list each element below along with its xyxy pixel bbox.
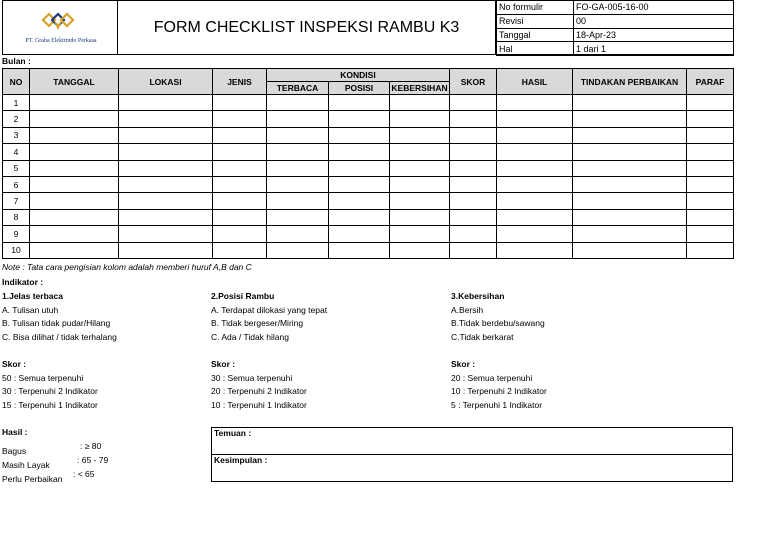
table-row xyxy=(3,176,734,192)
table-row xyxy=(3,193,734,209)
table-cell[interactable] xyxy=(30,242,119,258)
col-header-no: NO xyxy=(3,69,30,95)
table-cell[interactable] xyxy=(497,209,573,225)
table-cell[interactable] xyxy=(329,193,390,209)
kesimpulan-field[interactable]: Kesimpulan : xyxy=(212,455,733,482)
table-cell[interactable] xyxy=(329,209,390,225)
skor-item: 10 : Terpenuhi 2 Indikator xyxy=(451,386,547,396)
table-cell[interactable] xyxy=(573,193,687,209)
indikator-item: A. Terdapat dilokasi yang tepat xyxy=(211,304,328,315)
skor-group-3 xyxy=(451,359,547,413)
col-header-hasil: HASIL xyxy=(497,69,573,95)
table-cell[interactable] xyxy=(30,127,119,143)
col-header-tanggal: TANGGAL xyxy=(30,69,119,95)
table-cell[interactable] xyxy=(390,95,450,111)
table-cell[interactable] xyxy=(687,209,734,225)
table-cell[interactable] xyxy=(497,176,573,192)
skor-item: 20 : Semua terpenuhi xyxy=(451,372,533,383)
table-cell[interactable] xyxy=(30,226,119,242)
meta-value: 1 dari 1 xyxy=(574,42,734,56)
bulan-label: Bulan : xyxy=(2,56,31,66)
skor-item: 15 : Terpenuhi 1 Indikator xyxy=(2,399,98,410)
meta-label: Hal xyxy=(497,42,574,56)
hasil-value: : 65 - 79 xyxy=(77,455,109,465)
table-cell[interactable] xyxy=(450,193,497,209)
table-cell[interactable] xyxy=(687,193,734,209)
indikator-item: C. Bisa dilihat / tidak terhalang xyxy=(2,331,117,342)
table-cell[interactable] xyxy=(390,193,450,209)
table-cell[interactable] xyxy=(497,193,573,209)
table-cell[interactable] xyxy=(450,242,497,258)
col-header-jenis: JENIS xyxy=(213,69,267,95)
skor-item: 30 : Semua terpenuhi xyxy=(211,372,293,383)
table-cell[interactable] xyxy=(497,111,573,127)
indikator-item: A. Tulisan utuh xyxy=(2,304,59,315)
row-number: 8 xyxy=(3,209,30,225)
table-cell[interactable] xyxy=(213,160,267,176)
table-cell[interactable] xyxy=(573,176,687,192)
table-cell[interactable] xyxy=(450,209,497,225)
hasil-value: : < 65 xyxy=(73,469,95,479)
indikator-group-3 xyxy=(451,291,545,345)
indikator-title: 2.Posisi Rambu xyxy=(211,291,275,301)
table-cell[interactable] xyxy=(267,242,329,258)
table-cell[interactable] xyxy=(213,144,267,160)
company-logo-icon xyxy=(40,10,76,36)
table-cell[interactable] xyxy=(213,111,267,127)
table-cell[interactable] xyxy=(573,209,687,225)
table-row xyxy=(3,160,734,176)
indikator-item: B. Tulisan tidak pudar/Hilang xyxy=(2,318,111,328)
table-cell[interactable] xyxy=(119,226,213,242)
col-header-kebersihan: KEBERSIHAN xyxy=(391,83,448,93)
table-cell[interactable] xyxy=(573,144,687,160)
table-row xyxy=(3,144,734,160)
table-cell[interactable] xyxy=(497,226,573,242)
table-cell[interactable] xyxy=(30,111,119,127)
skor-group-1 xyxy=(2,359,98,413)
table-cell[interactable] xyxy=(267,160,329,176)
table-cell[interactable] xyxy=(267,144,329,160)
table-cell[interactable] xyxy=(687,111,734,127)
col-header-lokasi: LOKASI xyxy=(119,69,213,95)
hasil-name: Perlu Perbaikan xyxy=(2,474,63,484)
indikator-item: A.Bersih xyxy=(451,304,484,315)
table-cell[interactable] xyxy=(267,193,329,209)
table-cell[interactable] xyxy=(329,95,390,111)
col-header-skor: SKOR xyxy=(450,69,497,95)
table-row xyxy=(3,242,734,258)
table-cell[interactable] xyxy=(213,242,267,258)
table-cell[interactable] xyxy=(450,127,497,143)
temuan-kesimpulan-table xyxy=(211,427,733,482)
col-header-paraf: PARAF xyxy=(687,69,734,95)
col-header-kondisi: KONDISI xyxy=(267,69,450,82)
table-cell[interactable] xyxy=(450,95,497,111)
row-number: 3 xyxy=(3,127,30,143)
table-cell[interactable] xyxy=(329,144,390,160)
table-cell[interactable] xyxy=(450,176,497,192)
meta-label: Tanggal xyxy=(497,28,574,42)
table-cell[interactable] xyxy=(450,226,497,242)
table-cell[interactable] xyxy=(329,176,390,192)
table-cell[interactable] xyxy=(30,209,119,225)
meta-value: FO-GA-005-16-00 xyxy=(574,1,734,15)
table-cell[interactable] xyxy=(119,176,213,192)
table-cell[interactable] xyxy=(329,226,390,242)
table-cell[interactable] xyxy=(119,160,213,176)
table-cell[interactable] xyxy=(687,176,734,192)
table-cell[interactable] xyxy=(267,176,329,192)
meta-value: 00 xyxy=(574,14,734,28)
table-cell[interactable] xyxy=(573,160,687,176)
table-cell[interactable] xyxy=(390,242,450,258)
indikator-title: 1.Jelas terbaca xyxy=(2,291,63,301)
temuan-field[interactable]: Temuan : xyxy=(212,428,733,455)
table-cell[interactable] xyxy=(119,144,213,160)
meta-label: No formulir xyxy=(497,1,574,15)
table-cell[interactable] xyxy=(497,160,573,176)
table-cell[interactable] xyxy=(573,127,687,143)
table-cell[interactable] xyxy=(30,95,119,111)
table-cell[interactable] xyxy=(267,95,329,111)
table-cell[interactable] xyxy=(329,111,390,127)
skor-item: 20 : Terpenuhi 2 Indikator xyxy=(211,386,307,396)
table-row xyxy=(3,127,734,143)
table-cell[interactable] xyxy=(329,127,390,143)
table-cell[interactable] xyxy=(450,160,497,176)
row-number: 7 xyxy=(3,193,30,209)
skor-item: 50 : Semua terpenuhi xyxy=(2,372,84,383)
table-cell[interactable] xyxy=(687,95,734,111)
row-number: 5 xyxy=(3,160,30,176)
table-cell[interactable] xyxy=(30,144,119,160)
table-cell[interactable] xyxy=(687,242,734,258)
hasil-group xyxy=(2,427,109,484)
table-cell[interactable] xyxy=(573,226,687,242)
row-number: 6 xyxy=(3,176,30,192)
row-number: 10 xyxy=(3,242,30,258)
table-cell[interactable] xyxy=(119,209,213,225)
table-cell[interactable] xyxy=(267,111,329,127)
indikator-item: C.Tidak berkarat xyxy=(451,331,514,342)
table-cell[interactable] xyxy=(497,95,573,111)
table-cell[interactable] xyxy=(267,209,329,225)
table-cell[interactable] xyxy=(30,176,119,192)
table-cell[interactable] xyxy=(390,176,450,192)
skor-item: 10 : Terpenuhi 1 Indikator xyxy=(211,399,307,410)
logo-cell xyxy=(2,0,118,55)
note-text: Note : Tata cara pengisian kolom adalah memberi huruf A,B dan C xyxy=(2,262,252,272)
table-row xyxy=(3,95,734,111)
hasil-label: Hasil : xyxy=(2,427,28,437)
table-cell[interactable] xyxy=(450,111,497,127)
table-cell[interactable] xyxy=(497,144,573,160)
skor-item: 30 : Terpenuhi 2 Indikator xyxy=(2,386,98,396)
table-row xyxy=(3,209,734,225)
table-cell[interactable] xyxy=(390,226,450,242)
col-header-tindakan: TINDAKAN PERBAIKAN xyxy=(573,69,687,95)
table-cell[interactable] xyxy=(213,209,267,225)
table-row xyxy=(3,111,734,127)
table-cell[interactable] xyxy=(267,127,329,143)
table-cell[interactable] xyxy=(390,209,450,225)
checklist-table xyxy=(2,68,734,259)
table-cell[interactable] xyxy=(573,242,687,258)
row-number: 1 xyxy=(3,95,30,111)
table-cell[interactable] xyxy=(119,242,213,258)
indikator-label: Indikator : xyxy=(2,277,44,287)
table-cell[interactable] xyxy=(390,127,450,143)
skor-title: Skor : xyxy=(451,359,476,369)
meta-label: Revisi xyxy=(497,14,574,28)
hasil-name: Masih Layak xyxy=(2,460,50,470)
table-cell[interactable] xyxy=(573,95,687,111)
indikator-group-1 xyxy=(2,291,117,345)
col-header-terbaca: TERBACA xyxy=(267,82,329,95)
indikator-item: B. Tidak bergeser/Miring xyxy=(211,318,304,328)
table-cell[interactable] xyxy=(213,226,267,242)
table-cell[interactable] xyxy=(329,160,390,176)
table-cell[interactable] xyxy=(30,160,119,176)
form-meta-table xyxy=(496,0,734,56)
table-cell[interactable] xyxy=(390,144,450,160)
table-cell[interactable] xyxy=(329,242,390,258)
indikator-item: C. Ada / Tidak hilang xyxy=(211,331,289,342)
row-number: 2 xyxy=(3,111,30,127)
col-header-posisi: POSISI xyxy=(329,82,390,95)
table-cell[interactable] xyxy=(450,144,497,160)
company-name: PT. Graha Elektrindo Perkasa xyxy=(25,38,97,44)
hasil-value: : ≥ 80 xyxy=(80,441,102,451)
row-number: 4 xyxy=(3,144,30,160)
table-cell[interactable] xyxy=(267,226,329,242)
table-cell[interactable] xyxy=(687,226,734,242)
table-cell[interactable] xyxy=(30,193,119,209)
table-cell[interactable] xyxy=(687,160,734,176)
form-title: FORM CHECKLIST INSPEKSI RAMBU K3 xyxy=(118,0,496,55)
indikator-item: B.Tidak berdebu/sawang xyxy=(451,318,545,328)
indikator-title: 3.Kebersihan xyxy=(451,291,505,301)
table-cell[interactable] xyxy=(119,193,213,209)
skor-item: 5 : Terpenuhi 1 Indikator xyxy=(451,399,543,410)
table-cell[interactable] xyxy=(390,160,450,176)
table-cell[interactable] xyxy=(119,95,213,111)
table-cell[interactable] xyxy=(119,127,213,143)
table-cell[interactable] xyxy=(213,176,267,192)
indikator-group-2 xyxy=(211,291,327,345)
skor-title: Skor : xyxy=(211,359,236,369)
skor-group-2 xyxy=(211,359,307,413)
row-number: 9 xyxy=(3,226,30,242)
hasil-name: Bagus xyxy=(2,446,27,456)
table-cell[interactable] xyxy=(213,127,267,143)
table-cell[interactable] xyxy=(687,144,734,160)
table-cell[interactable] xyxy=(497,127,573,143)
table-cell[interactable] xyxy=(213,95,267,111)
table-cell[interactable] xyxy=(213,193,267,209)
skor-title: Skor : xyxy=(2,359,27,369)
table-cell[interactable] xyxy=(573,111,687,127)
meta-value: 18-Apr-23 xyxy=(574,28,734,42)
table-cell[interactable] xyxy=(119,111,213,127)
table-cell[interactable] xyxy=(390,111,450,127)
table-cell[interactable] xyxy=(687,127,734,143)
table-row xyxy=(3,226,734,242)
table-cell[interactable] xyxy=(497,242,573,258)
